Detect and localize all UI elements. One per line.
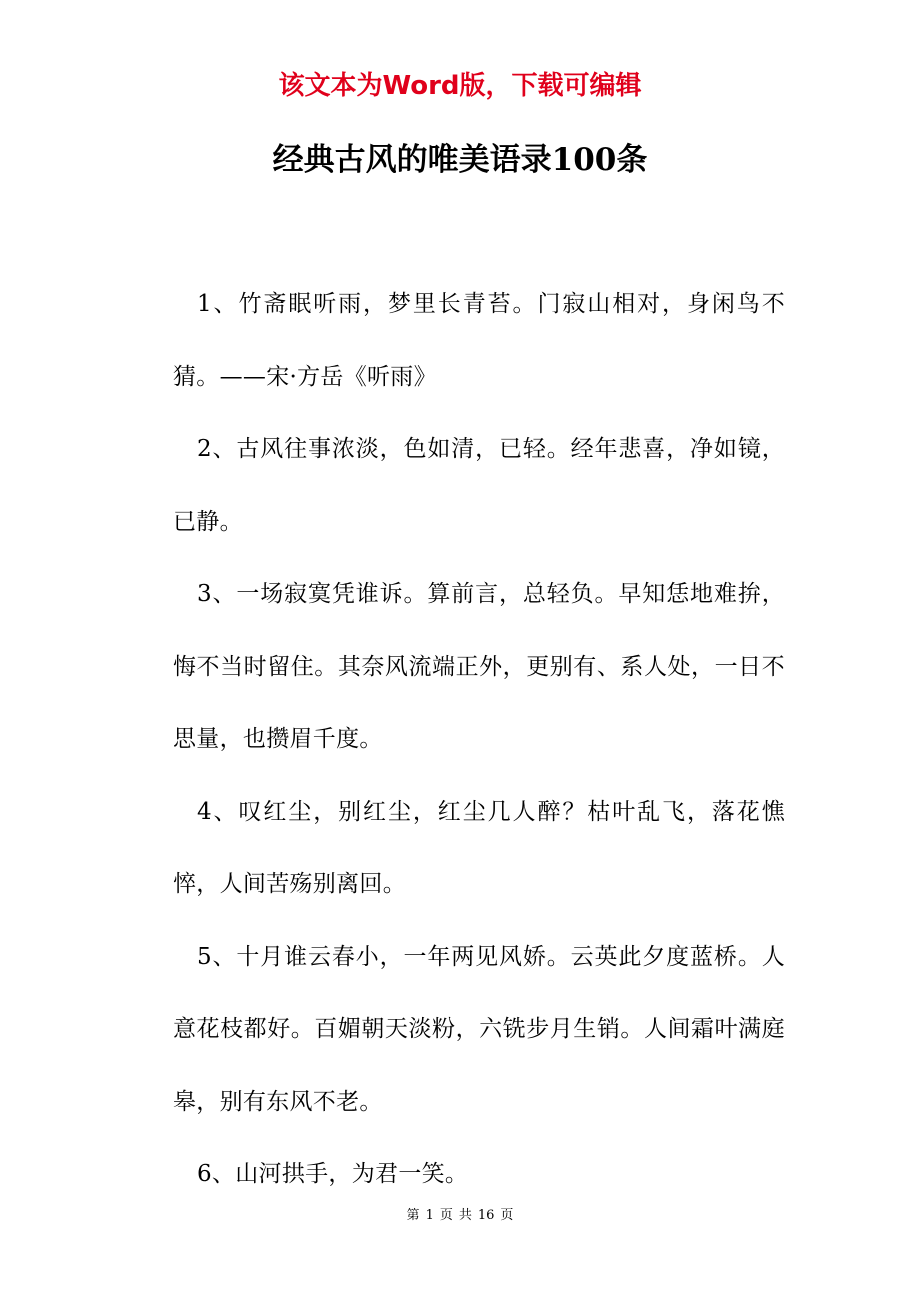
- page-footer: [0, 1206, 920, 1226]
- footer-total-pages: 16: [477, 1208, 495, 1223]
- footer-prefix: 第: [406, 1208, 420, 1223]
- footer-total-prefix: 共: [458, 1208, 472, 1223]
- paragraph-4: 4、叹红尘，别红尘，红尘几人醉？枯叶乱飞，落花憔悴，人间苦殇别离回。: [173, 798, 785, 897]
- footer-page-unit: 页: [439, 1208, 453, 1223]
- download-banner: 该文本为Word版，下载可编辑: [278, 71, 642, 101]
- document-title: 经典古风的唯美语录100条: [272, 142, 648, 178]
- document-body: [173, 268, 785, 1211]
- paragraph-1: 1、竹斋眠听雨，梦里长青苔。门寂山相对，身闲鸟不猜。——宋·方岳《听雨》: [173, 291, 785, 390]
- paragraph-5: 5、十月谁云春小，一年两见风娇。云英此夕度蓝桥。人意花枝都好。百媚朝天淡粉，六铣步月生销。人间霜叶满庭皋，别有东风不老。: [173, 943, 785, 1115]
- paragraph-3: 3、一场寂寞凭谁诉。算前言，总轻负。早知恁地难拚，悔不当时留住。其奈风流端正外，更别有、系人处，一日不思量，也攒眉千度。: [173, 581, 785, 752]
- footer-page-number: 1: [425, 1208, 434, 1223]
- paragraph-6: 6、山河拱手，为君一笑。: [197, 1161, 469, 1187]
- paragraph-2: 2、古风往事浓淡，色如清，已轻。经年悲喜，净如镜，已静。: [173, 436, 785, 535]
- footer-total-unit: 页: [500, 1208, 514, 1223]
